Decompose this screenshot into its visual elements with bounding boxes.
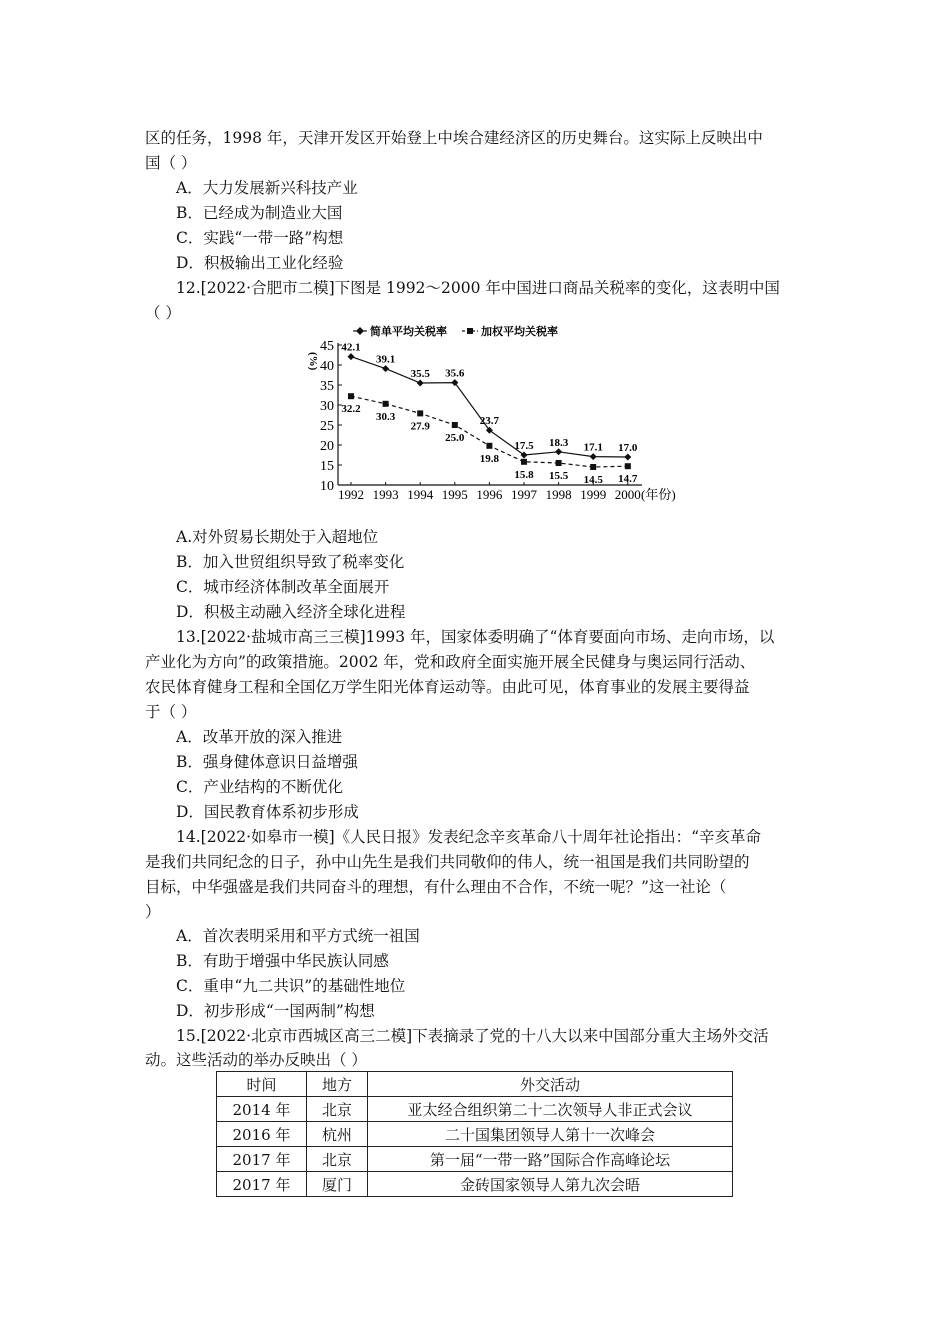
table-cell-time: 2014 年	[217, 1097, 307, 1122]
q14-stem-line3: 目标，中华强盛是我们共同奋斗的理想，有什么理由不合作，不统一呢？”这一社论（	[145, 878, 727, 896]
data-label-simple-average: 42.1	[341, 341, 361, 354]
data-label-weighted-average: 27.9	[410, 420, 430, 433]
q12-option-c: C．城市经济体制改革全面展开	[176, 578, 390, 596]
table-cell-time: 2017 年	[217, 1147, 307, 1172]
q13-option-a: A．改革开放的深入推进	[176, 728, 343, 746]
x-tick-label: 1994	[407, 487, 434, 502]
q14-stem-line4: ）	[145, 903, 161, 921]
data-label-weighted-average: 30.3	[375, 410, 396, 423]
q13-stem-line4: 于（ ）	[145, 703, 197, 721]
q13-option-d: D．国民教育体系初步形成	[176, 803, 359, 821]
x-tick-label: 1993	[372, 487, 399, 502]
data-label-weighted-average: 15.8	[514, 468, 534, 481]
q15-stem-line2: 动。这些活动的举办反映出（ ）	[145, 1051, 367, 1069]
x-tick-label: 1999	[580, 487, 607, 502]
q13-stem-line2: 产业化为方向”的政策措施。2002 年，党和政府全面实施开展全民健身与奥运同行活动、	[145, 653, 756, 671]
data-label-simple-average: 18.3	[548, 436, 569, 449]
data-point-weighted-average	[417, 410, 423, 416]
table-header-time: 时间	[217, 1072, 307, 1097]
y-tick-label: 25	[320, 419, 334, 434]
data-point-weighted-average	[590, 464, 596, 470]
data-point-simple-average	[417, 380, 424, 387]
data-label-weighted-average: 15.5	[548, 470, 569, 482]
x-axis-label: (年份)	[641, 487, 676, 502]
x-tick-label: 1997	[511, 487, 537, 502]
data-label-simple-average: 17.0	[618, 442, 638, 454]
y-tick-label: 20	[320, 439, 334, 454]
data-label-simple-average: 39.1	[375, 353, 396, 366]
data-point-weighted-average	[625, 463, 631, 469]
q11-stem-line2: 国（ ）	[145, 154, 197, 172]
x-tick-label: 1995	[441, 487, 468, 502]
q11-option-b: B．已经成为制造业大国	[176, 204, 343, 222]
chart-legend	[353, 324, 558, 338]
table-row	[217, 1122, 733, 1147]
table-header-activity: 外交活动	[368, 1072, 733, 1097]
q12-option-b: B．加入世贸组织导致了税率变化	[176, 553, 405, 571]
q11-option-d: D．积极输出工业化经验	[176, 254, 344, 272]
x-tick-label: 1992	[338, 487, 364, 502]
legend-label-weighted: 加权平均关税率	[481, 326, 558, 338]
data-label-weighted-average: 25.0	[445, 432, 465, 444]
data-label-weighted-average: 19.8	[479, 452, 500, 465]
q15-stem-line1: 15.[2022·北京市西城区高三二模]下表摘录了党的十八大以来中国部分重大主场外交活	[176, 1027, 769, 1045]
table-row	[217, 1097, 733, 1122]
y-axis-label: (%)	[307, 352, 319, 371]
data-point-weighted-average	[348, 393, 354, 399]
q12-option-d: D．积极主动融入经济全球化进程	[176, 603, 406, 621]
x-tick-label: 1998	[545, 487, 572, 502]
table-cell-time: 2017 年	[217, 1172, 307, 1197]
data-point-weighted-average	[486, 443, 492, 449]
q14-stem-line1: 14.[2022·如皋市一模]《人民日报》发表纪念辛亥革命八十周年社论指出：“辛亥革命	[176, 828, 762, 846]
table-cell-activity: 第一届“一带一路”国际合作高峰论坛	[368, 1147, 733, 1172]
data-label-simple-average: 17.5	[514, 440, 534, 452]
table-cell-place: 北京	[307, 1147, 368, 1172]
table-row	[217, 1172, 733, 1197]
table-cell-activity: 亚太经合组织第二十二次领导人非正式会议	[368, 1097, 733, 1122]
data-point-weighted-average	[556, 460, 562, 466]
table-cell-place: 北京	[307, 1097, 368, 1122]
tariff-line-chart	[290, 322, 700, 507]
q14-option-d: D．初步形成“一国两制”构想	[176, 1002, 375, 1020]
table-header-place: 地方	[307, 1072, 368, 1097]
q12-option-a: A.对外贸易长期处于入超地位	[176, 528, 379, 546]
x-tick-label: 2000	[614, 487, 641, 502]
q13-option-b: B．强身健体意识日益增强	[176, 753, 358, 771]
table-cell-place: 杭州	[307, 1122, 368, 1147]
q14-option-b: B．有助于增强中华民族认同感	[176, 952, 389, 970]
table-header-row	[217, 1072, 733, 1097]
table-cell-time: 2016 年	[217, 1122, 307, 1147]
y-tick-label: 10	[320, 479, 334, 494]
diplomacy-table	[216, 1071, 733, 1197]
data-point-weighted-average	[521, 459, 527, 465]
data-label-simple-average: 35.5	[410, 368, 430, 380]
table-row	[217, 1147, 733, 1172]
x-tick-label: 1996	[476, 487, 503, 502]
q13-stem-line3: 农民体育健身工程和全国亿万学生阳光体育运动等。由此可见，体育事业的发展主要得益	[145, 678, 750, 696]
data-point-weighted-average	[452, 422, 458, 428]
q14-option-c: C．重申“九二共识”的基础性地位	[176, 977, 406, 995]
y-tick-label: 30	[320, 399, 334, 414]
q12-stem-line2: （ ）	[145, 304, 181, 322]
data-label-simple-average: 17.1	[583, 441, 603, 454]
data-label-weighted-average: 14.5	[583, 474, 603, 486]
legend-label-simple: 简单平均关税率	[370, 326, 447, 338]
data-point-simple-average	[382, 365, 389, 372]
data-label-weighted-average: 32.2	[341, 403, 361, 416]
q12-stem-line1: 12.[2022·合肥市二模]下图是 1992～2000 年中国进口商品关税率的变化，这表明中国	[176, 279, 780, 297]
y-tick-label: 15	[320, 459, 334, 474]
table-cell-place: 厦门	[307, 1172, 368, 1197]
q11-option-a: A．大力发展新兴科技产业	[176, 179, 358, 197]
y-tick-label: 45	[320, 339, 334, 354]
legend-marker-diamond	[356, 327, 364, 335]
table-cell-activity: 二十国集团领导人第十一次峰会	[368, 1122, 733, 1147]
data-point-simple-average	[348, 353, 355, 360]
data-point-weighted-average	[383, 401, 389, 407]
q14-option-a: A．首次表明采用和平方式统一祖国	[176, 927, 420, 945]
q11-option-c: C．实践“一带一路”构想	[176, 229, 344, 247]
data-point-simple-average	[624, 454, 631, 461]
legend-marker-square	[467, 328, 473, 334]
q13-option-c: C．产业结构的不断优化	[176, 778, 343, 796]
q14-stem-line2: 是我们共同纪念的日子，孙中山先生是我们共同敬仰的伟人，统一祖国是我们共同盼望的	[145, 853, 750, 871]
data-label-simple-average: 23.7	[479, 415, 500, 428]
data-point-simple-average	[555, 448, 562, 455]
q11-stem-line1: 区的任务，1998 年，天津开发区开始登上中埃合建经济区的历史舞台。这实际上反映出中	[145, 129, 763, 147]
data-label-weighted-average: 14.7	[618, 473, 638, 486]
y-tick-label: 35	[320, 379, 334, 394]
q13-stem-line1: 13.[2022·盐城市高三三模]1993 年，国家体委明确了“体育要面向市场、走向市场，以	[176, 628, 775, 646]
data-label-simple-average: 35.6	[445, 367, 465, 380]
data-point-simple-average	[590, 453, 597, 460]
table-cell-activity: 金砖国家领导人第九次会晤	[368, 1172, 733, 1197]
y-tick-label: 40	[320, 359, 334, 374]
